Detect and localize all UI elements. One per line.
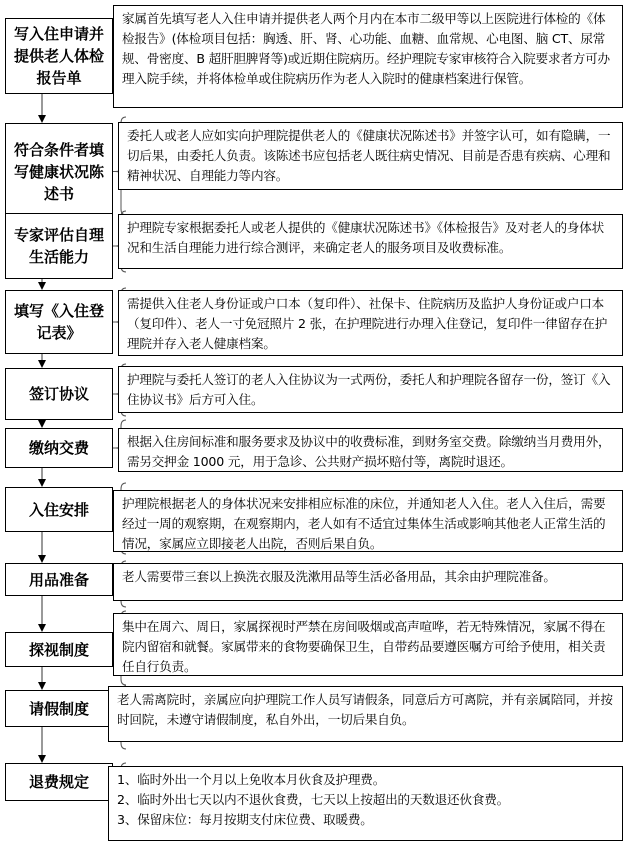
step-title: 专家评估自理生活能力 bbox=[13, 226, 104, 266]
step-box bbox=[5, 632, 113, 667]
arrow-head bbox=[38, 555, 46, 563]
step-title: 探视制度 bbox=[28, 640, 89, 659]
step-title: 退费规定 bbox=[28, 773, 89, 791]
step-description bbox=[118, 214, 623, 269]
step-description bbox=[113, 563, 623, 601]
arrow-head bbox=[38, 755, 46, 763]
description-line: 老人需要带三套以上换洗衣服及洗漱用品等生活必备用品，其余由护理院准备。 bbox=[122, 569, 556, 584]
step-box bbox=[5, 123, 113, 220]
description-line: 护理院根据老人的身体状况来安排相应标准的床位，并通知老人入住。老人入住后，需要经过一周的观察期，在观察期内，老人如有不适宜过集体生活或影响其他老人正常生活的情况，家属应立即接老人出院，否则后果自负。 bbox=[122, 496, 606, 551]
step-description bbox=[118, 290, 623, 356]
step-description bbox=[113, 490, 623, 552]
step-description bbox=[118, 366, 623, 413]
description-line: 根据入住房间标准和服务要求及协议中的收费标准，到财务室交费。除缴纳当月费用外，需另交押金 1000 元，用于急诊、公共财产损坏赔付等，离院时退还。 bbox=[127, 434, 611, 469]
step-description bbox=[108, 686, 623, 742]
description-line: 1、临时外出一个月以上免收本月伙食及护理费。 bbox=[117, 772, 386, 787]
step-description bbox=[113, 5, 623, 108]
arrow-head bbox=[38, 682, 46, 690]
description-line: 2、临时外出七天以内不退伙食费，七天以上按超出的天数退还伙食费。 bbox=[117, 792, 510, 807]
description-line: 需提供入住老人身份证或户口本（复印件）、社保卡、住院病历及监护人身份证或户口本（复印件）、老人一寸免冠照片 2 张，在护理院进行办理入住登记，复印件一律留存在护理院并存入老人健康档案。 bbox=[127, 296, 608, 351]
step-title: 入住安排 bbox=[28, 500, 89, 519]
step-box bbox=[5, 290, 113, 354]
step-box bbox=[5, 428, 113, 468]
step-description bbox=[118, 428, 623, 472]
step-box bbox=[5, 690, 113, 727]
step-title: 填写《入住登记表》 bbox=[13, 302, 104, 342]
step-title: 签订协议 bbox=[28, 385, 89, 403]
arrow-head bbox=[38, 282, 46, 290]
arrow-head bbox=[38, 624, 46, 632]
step-description bbox=[113, 613, 623, 676]
description-line: 委托人或老人应如实向护理院提供老人的《健康状况陈述书》并签字认可，如有隐瞒，一切后果，由委托人负责。该陈述书应包括老人既往病史情况、目前是否患有疾病、心理和精神状况、自理能力等内容。 bbox=[127, 128, 611, 183]
step-description bbox=[108, 766, 623, 841]
step-title: 用品准备 bbox=[28, 570, 89, 589]
step-title: 写入住申请并提供老人体检报告单 bbox=[13, 25, 104, 87]
step-title: 请假制度 bbox=[28, 699, 89, 718]
step-box bbox=[5, 213, 113, 279]
step-box bbox=[5, 563, 113, 596]
description-line: 护理院与委托人签订的老人入住协议为一式两份，委托人和护理院各留存一份，签订《入住协议书》后方可入住。 bbox=[127, 372, 611, 407]
step-title: 符合条件者填写健康状况陈述书 bbox=[13, 140, 104, 203]
arrow-head bbox=[38, 360, 46, 368]
description-line: 集中在周六、周日，家属探视时严禁在房间吸烟或高声喧哗，若无特殊情况，家属不得在院内留宿和就餐。家属带来的食物要确保卫生，自带药品要遵医嘱方可给予使用，相关责任自行负责。 bbox=[122, 619, 606, 674]
arrow-head bbox=[38, 420, 46, 428]
arrow-head bbox=[38, 115, 46, 123]
description-line: 家属首先填写老人入住申请并提供老人两个月内在本市二级甲等以上医院进行体检的《体检报告》(体检项目包括：胸透、肝、肾、心功能、血糖、血常规、心电图、脑 CT、尿常规、骨密度、B 超肝胆脾肾等)或近期住院病历。经护理院专家审核符合入院要求者方可办理入院手续，并将体检单或住院病历作为老人入院时的健康档案进行保管。 bbox=[122, 11, 610, 86]
step-box bbox=[5, 763, 113, 801]
step-description bbox=[118, 122, 623, 190]
description-line: 护理院专家根据委托人或老人提供的《健康状况陈述书》《体检报告》及对老人的身体状况和生活自理能力进行综合测评，来确定老人的服务项目及收费标准。 bbox=[127, 220, 605, 255]
step-box bbox=[5, 18, 113, 94]
description-line: 老人需离院时，亲属应向护理院工作人员写请假条，同意后方可离院，并有亲属陪同，并按时回院，未遵守请假制度，私自外出，一切后果自负。 bbox=[117, 692, 613, 727]
description-line: 3、保留床位：每月按期支付床位费、取暖费。 bbox=[117, 812, 373, 827]
arrow-head bbox=[38, 479, 46, 487]
step-box bbox=[5, 487, 113, 532]
step-box bbox=[5, 368, 113, 420]
step-title: 缴纳交费 bbox=[28, 439, 89, 457]
